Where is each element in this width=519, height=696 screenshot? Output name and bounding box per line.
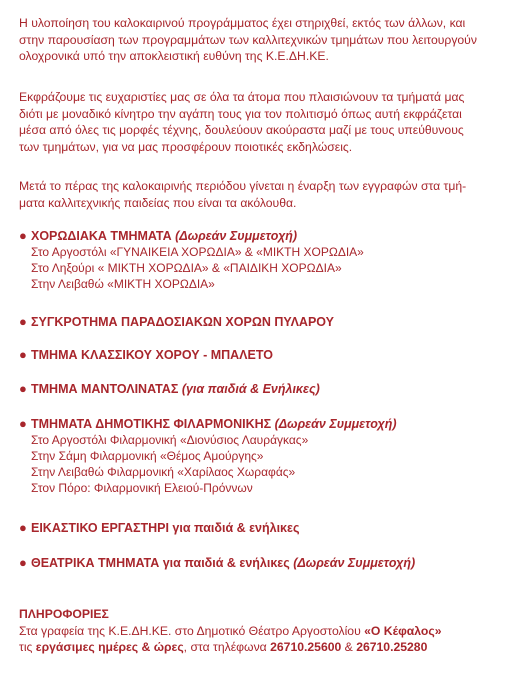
section-heading — [19, 416, 509, 432]
section-item: Στο Αργοστόλι «ΓΥΝΑΙΚΕΙΑ ΧΟΡΩΔΙΑ» & «ΜΙΚΤΗ ΧΟΡΩΔΙΑ» — [31, 245, 364, 259]
bullet-icon: ● — [19, 416, 27, 431]
info-text: , στα τηλέφωνα — [183, 640, 271, 654]
text-line: Μετά το πέρας της καλοκαιρινής περιόδου γίνεται η έναρξη των εγγραφών στα τμή- — [19, 179, 467, 193]
section-item: Στην Λειβαθώ «ΜΙΚΤΗ ΧΟΡΩΔΙΑ» — [31, 277, 215, 291]
section-title: ΤΜΗΜΑΤΑ ΔΗΜΟΤΙΚΗΣ ΦΙΛΑΡΜΟΝΙΚΗΣ — [31, 417, 272, 431]
text-line: Εκφράζουμε τις ευχαριστίες μας σε όλα τα άτομα που πλαισιώνουν τα τμήματά μας — [19, 90, 465, 104]
text-line: μέσα από όλες τις μορφές τέχνης, δουλεύουν ακούραστα μαζί με τους υπεύθυνους — [19, 123, 464, 137]
section-heading — [19, 555, 509, 571]
text-line: ματα καλλιτεχνικής παιδείας που είναι τα ακόλουθα. — [19, 195, 297, 210]
text-line: Η υλοποίηση του καλοκαιρινού προγράμματος έχει στηριχθεί, εκτός των άλλων, και — [19, 16, 466, 30]
section-art-workshop — [19, 520, 509, 536]
info-block — [19, 606, 509, 656]
section-item: Στην Λειβαθώ Φιλαρμονική «Χαρίλαος Χωραφάς» — [31, 465, 296, 479]
text-line: των τμημάτων, για να μας προσφέρουν ποιοτικές εκδηλώσεις. — [19, 139, 353, 154]
bullet-icon: ● — [19, 520, 27, 535]
section-title: ΤΜΗΜΑ ΜΑΝΤΟΛΙΝΑΤΑΣ — [31, 382, 179, 396]
section-heading — [19, 347, 509, 363]
section-note: (Δωρεάν Συμμετοχή) — [175, 229, 298, 243]
section-item: Στο Ληξούρι « ΜΙΚΤΗ ΧΟΡΩΔΙΑ» & «ΠΑΙΔΙΚΗ ΧΟΡΩΔΙΑ» — [31, 261, 342, 275]
info-text: Στα γραφεία της Κ.Ε.ΔΗ.ΚΕ. στο Δημοτικό Θέατρο Αργοστολίου — [19, 623, 365, 638]
section-heading — [19, 228, 509, 244]
bullet-icon: ● — [19, 555, 27, 570]
text-line: διότι με μοναδικό κίνητρο την αγάπη τους για τον πολιτισμό όπως αυτή εκφράζεται — [19, 106, 462, 121]
section-mandolinata — [19, 381, 509, 397]
section-ballet — [19, 347, 509, 363]
text-line: ολοχρονικά υπό την αποκλειστική ευθύνη της Κ.Ε.ΔΗ.ΚΕ. — [19, 49, 329, 63]
section-note: (για παιδιά & Ενήλικες) — [181, 382, 320, 396]
intro-paragraph-3 — [19, 178, 505, 211]
bullet-icon: ● — [19, 381, 27, 396]
bullet-icon: ● — [19, 314, 27, 329]
section-philharmonic — [19, 416, 509, 496]
section-traditional-dances — [19, 314, 509, 330]
section-title: ΣΥΓΚΡΟΤΗΜΑ ΠΑΡΑΔΟΣΙΑΚΩΝ ΧΟΡΩΝ ΠΥΛΑΡΟΥ — [31, 315, 334, 329]
info-text: τις — [19, 640, 36, 654]
section-heading — [19, 314, 509, 330]
section-note: (Δωρεάν Συμμετοχή) — [293, 556, 416, 570]
intro-paragraph-2 — [19, 89, 505, 155]
text-line: στην παρουσίαση των προγραμμάτων των καλλιτεχνικών τμημάτων που λειτουργούν — [19, 32, 477, 47]
phone-number-1[interactable]: 26710.25600 — [270, 640, 342, 654]
phone-number-2[interactable]: 26710.25280 — [356, 640, 428, 654]
bullet-icon: ● — [19, 228, 27, 243]
info-line-2 — [19, 639, 509, 656]
info-line-1 — [19, 623, 509, 640]
section-item: Στο Αργοστόλι Φιλαρμονική «Διονύσιος Λαυράγκας» — [31, 433, 309, 447]
bullet-icon: ● — [19, 347, 27, 362]
section-title: ΧΟΡΩΔΙΑΚΑ ΤΜΗΜΑΤΑ — [31, 229, 172, 243]
section-item: Στην Σάμη Φιλαρμονική «Θέμος Αμούργης» — [31, 449, 264, 463]
section-choirs — [19, 228, 509, 292]
section-heading — [19, 381, 509, 397]
intro-paragraph-1 — [19, 15, 505, 65]
section-title: ΤΜΗΜΑ ΚΛΑΣΣΙΚΟΥ ΧΟΡΟΥ - ΜΠΑΛΕΤΟ — [31, 348, 273, 362]
section-item: Στον Πόρο: Φιλαρμονική Ελειού-Πρόννων — [31, 481, 253, 495]
section-note: (Δωρεάν Συμμετοχή) — [274, 417, 397, 431]
working-hours: εργάσιμες ημέρες & ώρες — [35, 640, 184, 654]
section-theatre — [19, 555, 509, 571]
info-text: & — [341, 640, 357, 654]
section-title: ΕΙΚΑΣΤΙΚΟ ΕΡΓΑΣΤΗΡΙ για παιδιά & ενήλικες — [31, 521, 300, 535]
info-heading: ΠΛΗΡΟΦΟΡΙΕΣ — [19, 607, 109, 621]
section-title: ΘΕΑΤΡΙΚΑ ΤΜΗΜΑΤΑ για παιδιά & ενήλικες — [31, 556, 290, 570]
venue-name: «Ο Κέφαλος» — [364, 623, 442, 638]
section-heading — [19, 520, 509, 536]
